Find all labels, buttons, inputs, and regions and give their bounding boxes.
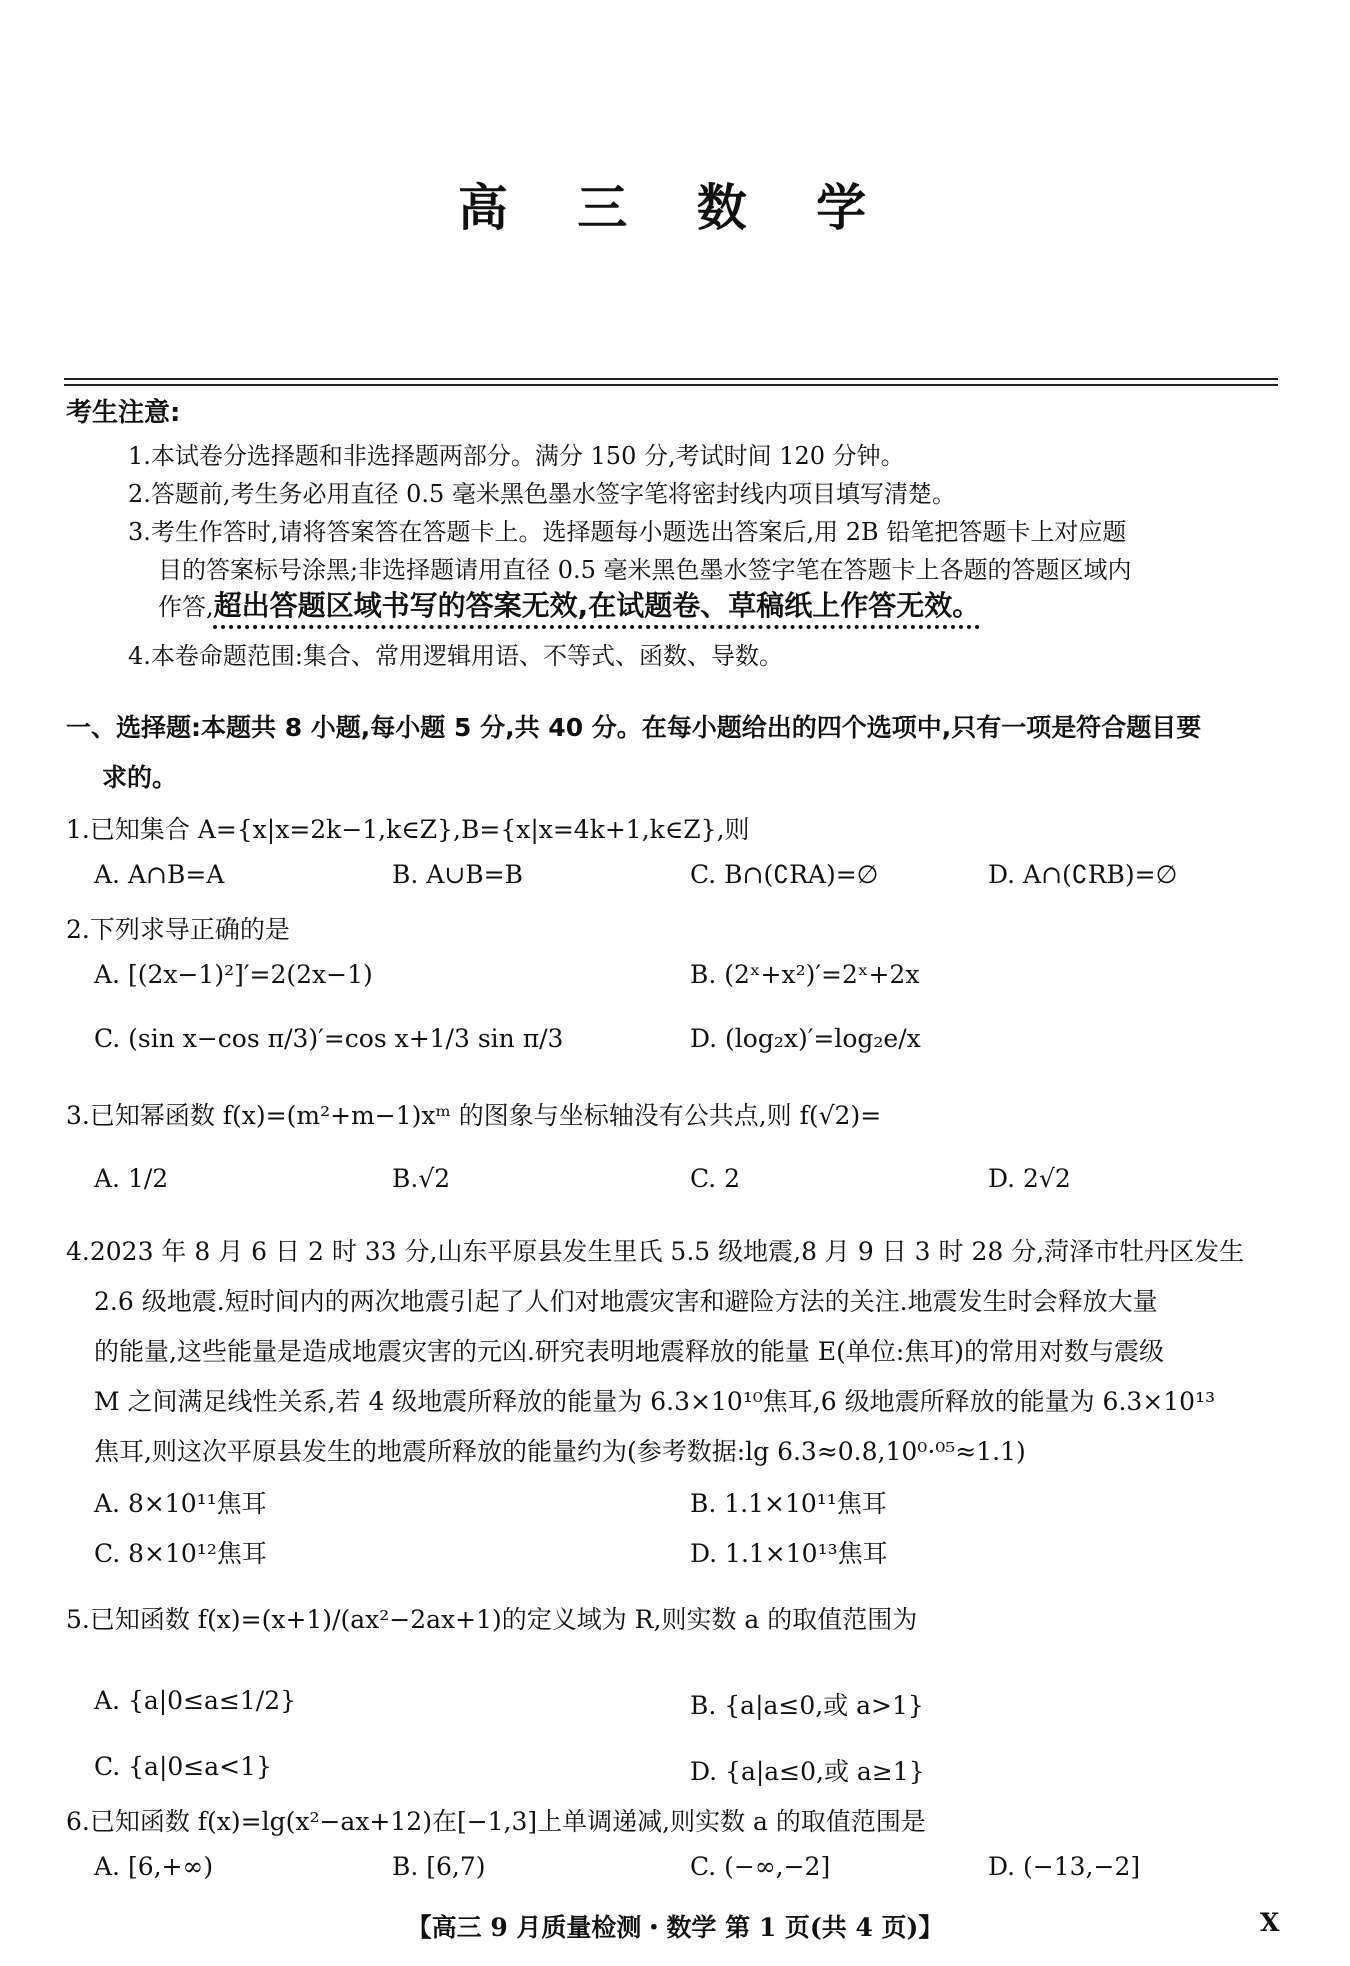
q3-option-b: B.√2 — [392, 1164, 451, 1193]
q4-option-a: A. 8×10¹¹焦耳 — [94, 1489, 267, 1518]
notice-item-4: 4.本卷命题范围:集合、常用逻辑用语、不等式、函数、导数。 — [128, 642, 783, 670]
notice-item-1: 1.本试卷分选择题和非选择题两部分。满分 150 分,考试时间 120 分钟。 — [128, 442, 905, 470]
notice-heading: 考生注意: — [66, 398, 181, 428]
footer-mark: X — [1260, 1908, 1280, 1937]
q3-option-a: A. 1/2 — [94, 1164, 169, 1193]
question-1: 1.已知集合 A={x|x=2k−1,k∈Z},B={x|x=4k+1,k∈Z},则 — [66, 815, 750, 844]
page-footer: 【高三 9 月质量检测・数学 第 1 页(共 4 页)】 — [406, 1913, 944, 1942]
notice-item-3-prefix: 作答, — [158, 593, 214, 621]
question-6: 6.已知函数 f(x)=lg(x²−ax+12)在[−1,3]上单调递减,则实数 a 的取值范围是 — [66, 1807, 926, 1836]
top-rule-thin — [64, 384, 1278, 386]
q5-option-a: A. {a|0≤a≤1/2} — [94, 1686, 297, 1715]
q3-option-d: D. 2√2 — [988, 1164, 1071, 1193]
q6-option-a: A. [6,+∞) — [94, 1852, 214, 1881]
q4-option-b: B. 1.1×10¹¹焦耳 — [690, 1489, 887, 1518]
q2-option-c: C. (sin x−cos π/3)′=cos x+1/3 sin π/3 — [94, 1024, 564, 1053]
notice-item-3: 3.考生作答时,请将答案答在答题卡上。选择题每小题选出答案后,用 2B 铅笔把答题卡上对应题 — [128, 518, 1127, 546]
q6-option-c: C. (−∞,−2] — [690, 1852, 831, 1881]
section-heading-cont: 求的。 — [102, 763, 178, 792]
notice-emphasis: 超出答题区域书写的答案无效,在试题卷、草稿纸上作答无效。 — [213, 589, 981, 622]
q1-option-b: B. A∪B=B — [392, 860, 523, 889]
q5-option-b: B. {a|a≤0,或 a>1} — [690, 1691, 924, 1720]
question-3: 3.已知幂函数 f(x)=(m²+m−1)xᵐ 的图象与坐标轴没有公共点,则 f(√2)= — [66, 1101, 882, 1130]
page-title: 高 三 数 学 — [457, 178, 893, 237]
q4-option-c: C. 8×10¹²焦耳 — [94, 1539, 267, 1568]
q2-option-d: D. (log₂x)′=log₂e/x — [690, 1024, 921, 1053]
q5-option-c: C. {a|0≤a<1} — [94, 1752, 272, 1781]
q1-option-a: A. A∩B=A — [94, 860, 225, 889]
q3-option-c: C. 2 — [690, 1164, 741, 1193]
question-2: 2.下列求导正确的是 — [66, 915, 290, 944]
question-4-line-1: 4.2023 年 8 月 6 日 2 时 33 分,山东平原县发生里氏 5.5 级地震,8 月 9 日 3 时 28 分,菏泽市牡丹区发生 — [66, 1237, 1245, 1266]
section-heading: 一、选择题:本题共 8 小题,每小题 5 分,共 40 分。在每小题给出的四个选项中,只有一项是符合题目要 — [66, 713, 1202, 742]
q6-option-d: D. (−13,−2] — [988, 1852, 1141, 1881]
q6-option-b: B. [6,7) — [392, 1852, 486, 1881]
question-4-line-2: 2.6 级地震.短时间内的两次地震引起了人们对地震灾害和避险方法的关注.地震发生时会释放大量 — [94, 1287, 1158, 1316]
q5-option-d: D. {a|a≤0,或 a≥1} — [690, 1757, 925, 1786]
question-4-line-5: 焦耳,则这次平原县发生的地震所释放的能量约为(参考数据:lg 6.3≈0.8,10⁰·⁰⁵≈1.1) — [94, 1437, 1026, 1466]
q2-option-b: B. (2ˣ+x²)′=2ˣ+2x — [690, 960, 920, 989]
question-4-line-3: 的能量,这些能量是造成地震灾害的元凶.研究表明地震释放的能量 E(单位:焦耳)的常用对数与震级 — [94, 1337, 1165, 1366]
top-rule — [64, 378, 1278, 380]
q1-option-d: D. A∩(∁RB)=∅ — [988, 860, 1178, 889]
notice-item-2: 2.答题前,考生务必用直径 0.5 毫米黑色墨水签字笔将密封线内项目填写清楚。 — [128, 480, 956, 508]
question-5: 5.已知函数 f(x)=(x+1)/(ax²−2ax+1)的定义域为 R,则实数 a 的取值范围为 — [66, 1605, 918, 1634]
notice-item-3-last — [158, 584, 980, 624]
q1-option-c: C. B∩(∁RA)=∅ — [690, 860, 879, 889]
q2-option-a: A. [(2x−1)²]′=2(2x−1) — [94, 960, 373, 989]
notice-item-3-cont: 目的答案标号涂黑;非选择题请用直径 0.5 毫米黑色墨水签字笔在答题卡上各题的答题区域内 — [158, 556, 1132, 584]
q4-option-d: D. 1.1×10¹³焦耳 — [690, 1539, 888, 1568]
question-4-line-4: M 之间满足线性关系,若 4 级地震所释放的能量为 6.3×10¹⁰焦耳,6 级地震所释放的能量为 6.3×10¹³ — [94, 1387, 1216, 1416]
